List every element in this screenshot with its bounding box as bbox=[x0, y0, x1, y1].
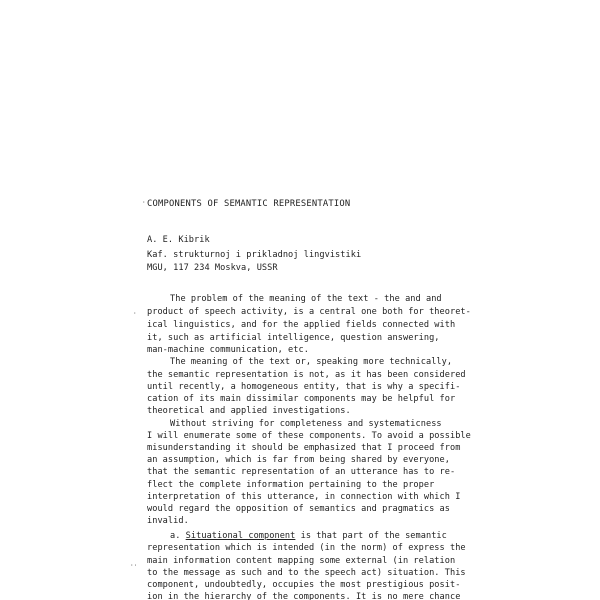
paragraph-line: that the semantic representation of an utterance has to re- bbox=[147, 467, 456, 477]
paragraph-line: interpretation of this utterance, in connection with which I bbox=[147, 492, 461, 502]
paragraph-line: product of speech activity, is a central one both for theoret- bbox=[147, 307, 471, 317]
paper-title: COMPONENTS OF SEMANTIC REPRESENTATION bbox=[147, 199, 351, 209]
paragraph-line: Without striving for completeness and systematicness bbox=[170, 419, 442, 429]
paragraph-line: it, such as artificial intelligence, question answering, bbox=[147, 333, 440, 343]
paragraph-line: the semantic representation is not, as it has been considered bbox=[147, 370, 466, 380]
paragraph-line: The problem of the meaning of the text - the and and bbox=[170, 294, 442, 304]
paragraph-line: misunderstanding it should be emphasized that I proceed from bbox=[147, 443, 461, 453]
paragraph-line: until recently, a homogeneous entity, that is why a specifi- bbox=[147, 382, 461, 392]
paragraph-line: main information content mapping some external (in relation bbox=[147, 556, 456, 566]
affiliation-department: Kaf. strukturnoj i prikladnoj lingvistiki bbox=[147, 250, 362, 260]
paragraph-line: ion in the hierarchy of the components. It is no mere chance bbox=[147, 592, 461, 600]
scan-speck: ·· bbox=[130, 562, 138, 569]
line-remainder: is that part of the semantic bbox=[295, 531, 447, 541]
affiliation-address: MGU, 117 234 Moskva, USSR bbox=[147, 263, 278, 273]
paragraph-line: an assumption, which is far from being shared by everyone, bbox=[147, 455, 450, 465]
underlined-term: Situational component bbox=[185, 531, 296, 541]
paragraph-line bbox=[170, 531, 447, 541]
paragraph-line: man-machine communication, etc. bbox=[147, 345, 309, 355]
scan-speck: · bbox=[133, 310, 137, 317]
item-marker: a. bbox=[170, 531, 186, 541]
author-name: A. E. Kibrik bbox=[147, 235, 210, 245]
paragraph-line: The meaning of the text or, speaking more technically, bbox=[170, 357, 453, 367]
paragraph-line: theoretical and applied investigations. bbox=[147, 406, 351, 416]
scan-speck: · bbox=[142, 199, 146, 206]
paragraph-line: invalid. bbox=[147, 516, 189, 526]
paragraph-line: component, undoubtedly, occupies the most prestigious posit- bbox=[147, 580, 461, 590]
paragraph-line: representation which is intended (in the norm) of express the bbox=[147, 543, 466, 553]
paragraph-line: flect the complete information pertaining to the proper bbox=[147, 480, 435, 490]
paragraph-line: ical linguistics, and for the applied fields connected with bbox=[147, 320, 456, 330]
paragraph-line: I will enumerate some of these components. To avoid a possible bbox=[147, 431, 471, 441]
paragraph-line: cation of its main dissimilar components may be helpful for bbox=[147, 394, 456, 404]
paragraph-line: to the message as such and to the speech act) situation. This bbox=[147, 568, 466, 578]
paragraph-line: would regard the opposition of semantics and pragmatics as bbox=[147, 504, 450, 514]
